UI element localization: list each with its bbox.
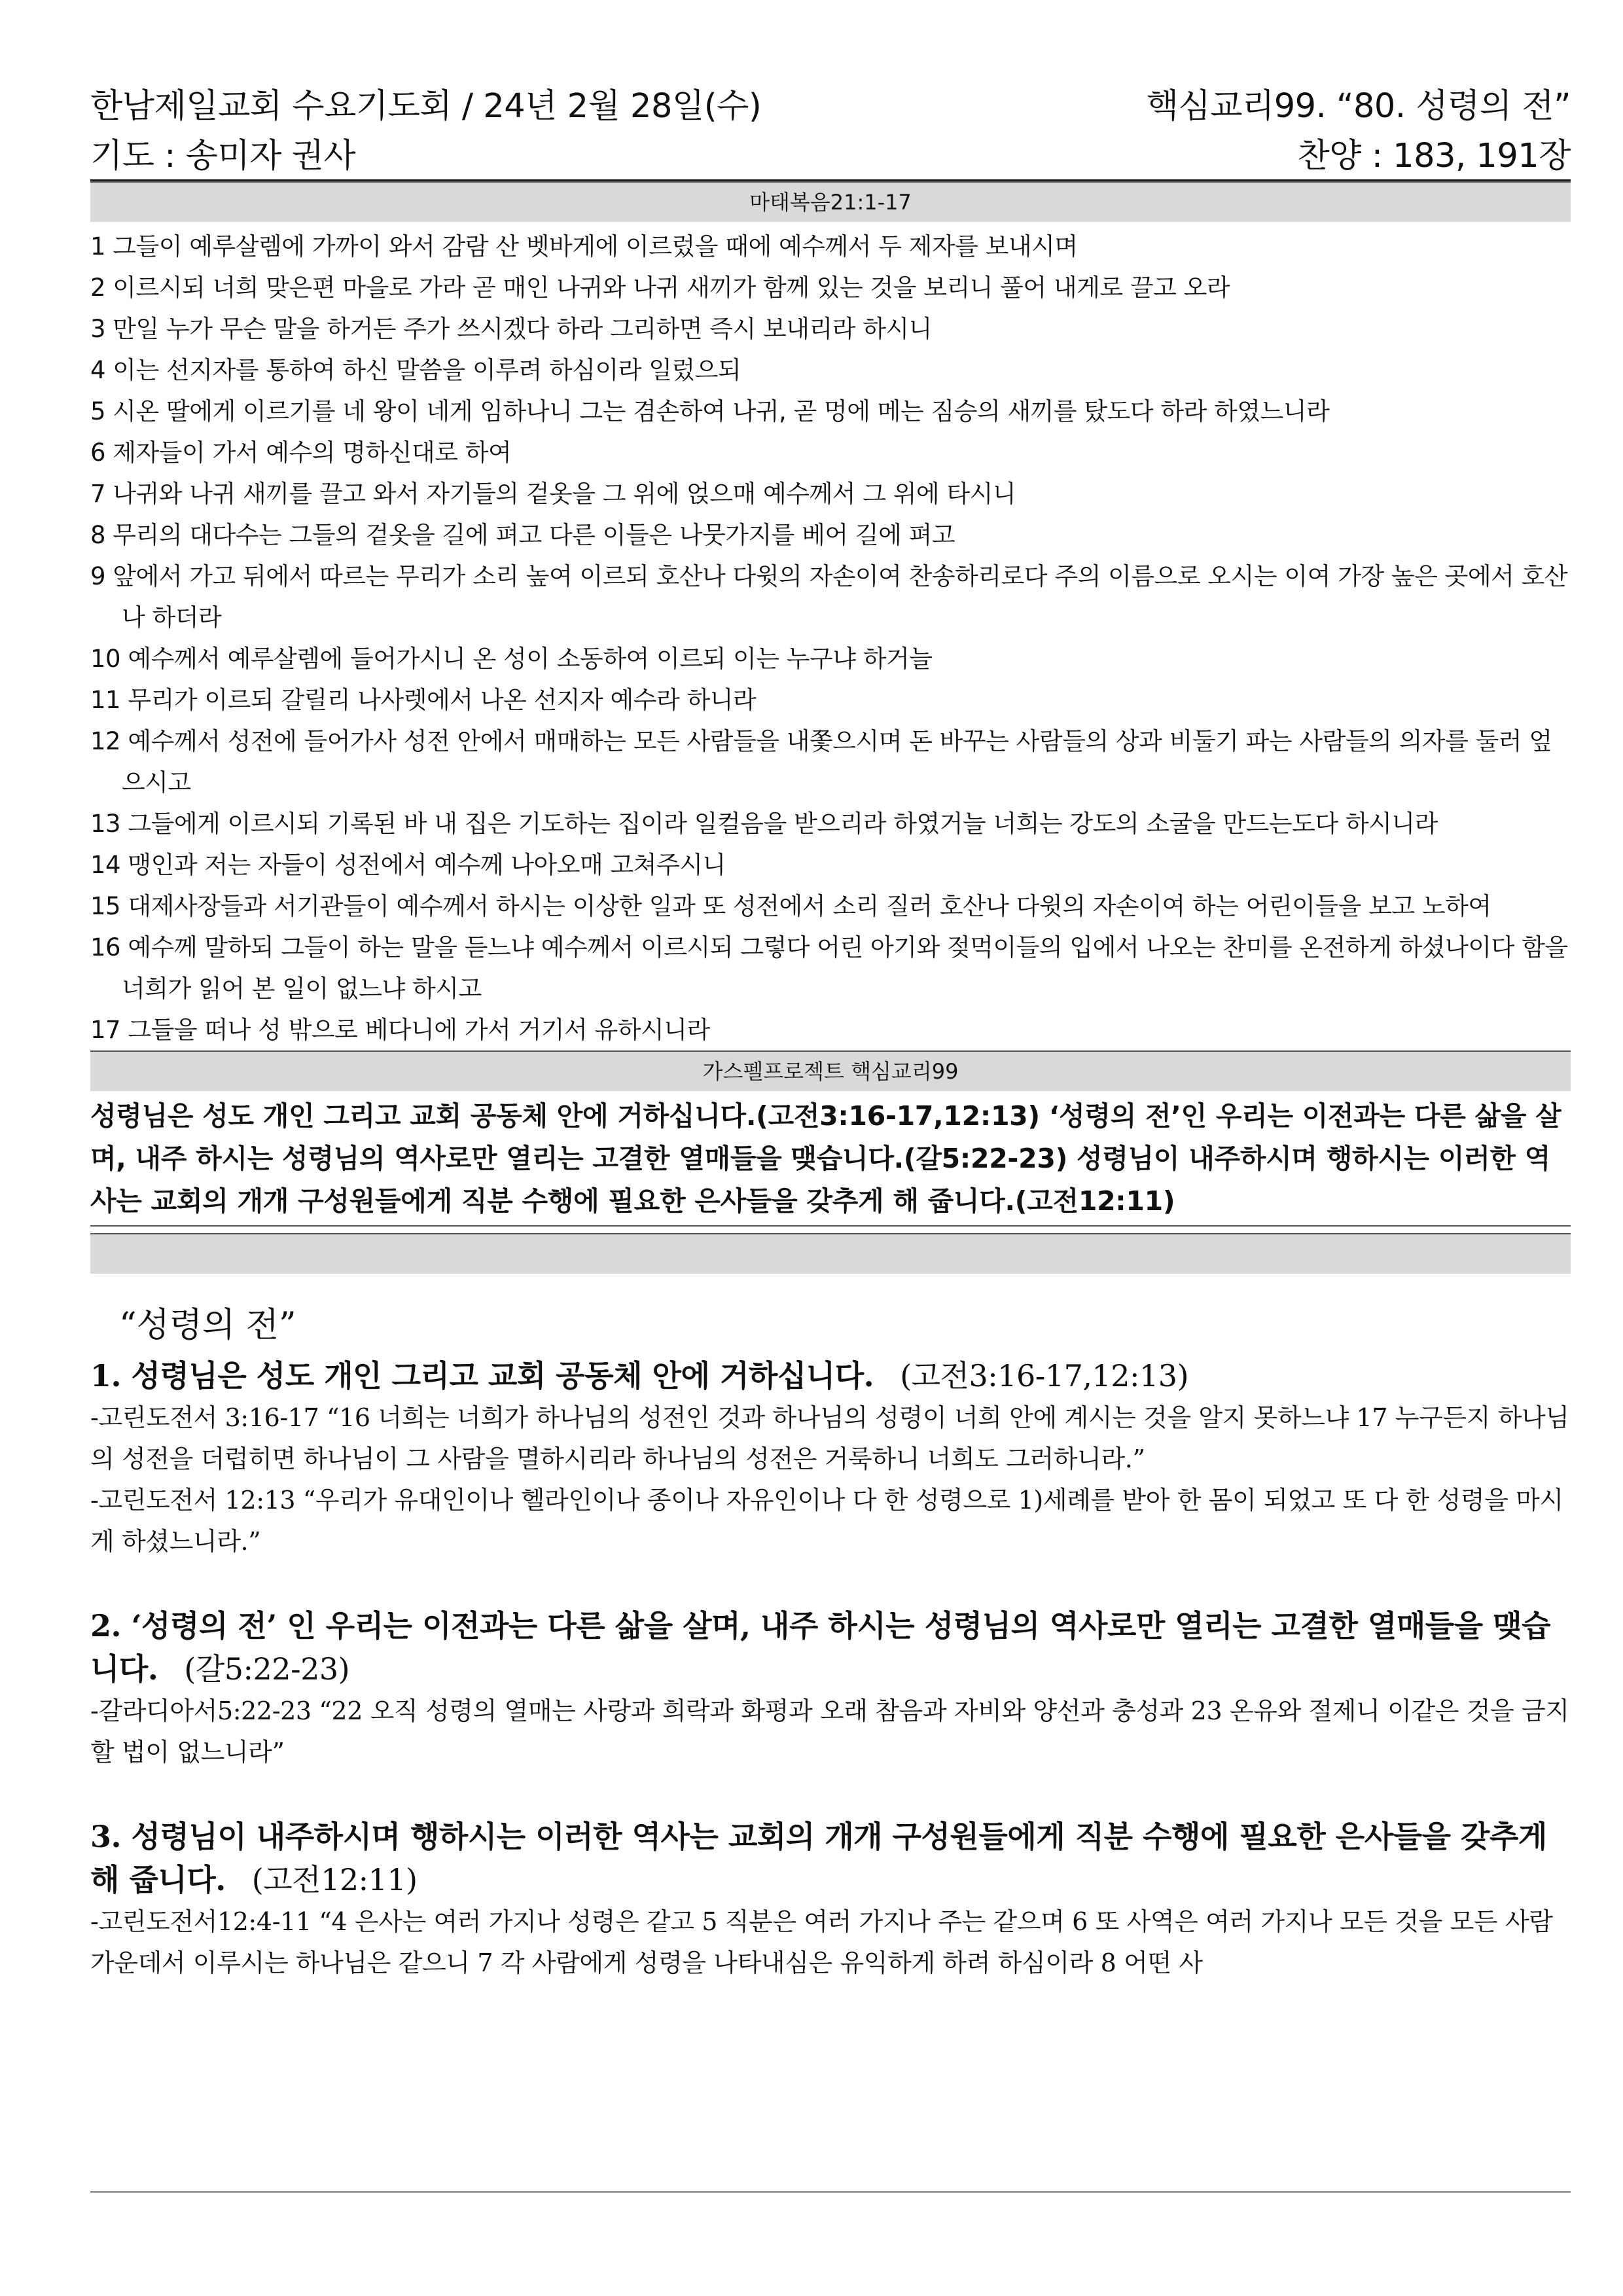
scripture-quote: -고린도전서 3:16-17 “16 너희는 너희가 하나님의 성전인 것과 하나님의 성령이 너희 안에 계시는 것을 알지 못하느냐 17 누구든지 하나님의 성전을 더럽히면 하나님이 그 사람을 멸하시리라 하나님의 성전은 거룩하니 너희도 그러하니라.” — [90, 1403, 1569, 1473]
verse: 8 무리의 대다수는 그들의 겉옷을 길에 펴고 다른 이들은 나뭇가지를 베어 길에 펴고 — [90, 521, 955, 549]
point-reference: (갈5:22-23) — [184, 1651, 350, 1687]
header-row-1 — [90, 79, 1571, 128]
verse: 12 예수께서 성전에 들어가사 성전 안에서 매매하는 모든 사람들을 내쫓으시며 돈 바꾸는 사람들의 상과 비둘기 파는 사람들의 의자를 둘러 엎으시고 — [90, 727, 1552, 797]
scripture-verses — [90, 226, 1571, 1050]
verse: 3 만일 누가 무슨 말을 하거든 주가 쓰시겠다 하라 그리하면 즉시 보내리라 하시니 — [90, 315, 932, 343]
sermon-point-3 — [90, 1815, 1571, 1984]
sermon-title: “성령의 전” — [119, 1306, 296, 1345]
doctrine-band: 가스펠프로젝트 핵심교리99 — [90, 1050, 1571, 1091]
verse: 9 앞에서 가고 뒤에서 따르는 무리가 소리 높여 이르되 호산나 다윗의 자손이여 찬송하리로다 주의 이름으로 오시는 이여 가장 높은 곳에서 호산나 하더라 — [90, 562, 1568, 632]
doctrine-summary: 성령님은 성도 개인 그리고 교회 공동체 안에 거하십니다.(고전3:16-17,12:13) ‘성령의 전’인 우리는 이전과는 다른 삶을 살며, 내주 하시는 성령님의 역사로만 열리는 고결한 열매들을 맺습니다.(갈5:22-23) 성령님이 내주하시며 행하시는 이러한 역사는 교회의 개개 구성원들에게 직분 수행에 필요한 은사들을 갖추게 해 줍니다.(고전12:11) — [90, 1091, 1571, 1227]
footer-divider — [90, 2191, 1571, 2193]
verse: 17 그들을 떠나 성 밖으로 베다니에 가서 거기서 유하시니라 — [90, 1016, 710, 1044]
hymn-numbers: 찬양 : 183, 191장 — [1297, 137, 1571, 175]
point-reference: (고전3:16-17,12:13) — [900, 1358, 1189, 1393]
verse: 14 맹인과 저는 자들이 성전에서 예수께 나아오매 고쳐주시니 — [90, 851, 726, 879]
verse: 2 이르시되 너희 맞은편 마을로 가라 곧 매인 나귀와 나귀 새끼가 함께 있는 것을 보리니 풀어 내게로 끌고 오라 — [90, 274, 1230, 302]
verse: 4 이는 선지자를 통하여 하신 말씀을 이루려 하심이라 일렀으되 — [90, 356, 741, 384]
service-title: 한남제일교회 수요기도회 / 24년 2월 28일(수) — [90, 87, 762, 126]
scripture-quote: -갈라디아서5:22-23 “22 오직 성령의 열매는 사랑과 희락과 화평과 오래 참음과 자비와 양선과 충성과 23 온유와 절제니 이같은 것을 금지할 법이 없느니라” — [90, 1696, 1569, 1767]
point-heading-text: 2. ‘성령의 전’ 인 우리는 이전과는 다른 삶을 살며, 내주 하시는 성령님의 역사로만 열리는 고결한 열매들을 맺습니다. — [90, 1608, 1551, 1687]
point-heading-text: 3. 성령님이 내주하시며 행하시는 이러한 역사는 교회의 개개 구성원들에게 직분 수행에 필요한 은사들을 갖추게 해 줍니다. — [90, 1819, 1547, 1897]
scripture-quote: -고린도전서12:4-11 “4 은사는 여러 가지나 성령은 같고 5 직분은 여러 가지나 주는 같으며 6 또 사역은 여러 가지나 모든 것을 모든 사람 가운데서 이루시는 하나님은 같으니 7 각 사람에게 성령을 나타내심은 유익하게 하려 하심이라 8 어떤 사 — [90, 1907, 1553, 1977]
point-heading-text: 1. 성령님은 성도 개인 그리고 교회 공동체 안에 거하십니다. — [90, 1358, 874, 1393]
sermon-point-1 — [90, 1354, 1571, 1562]
point-heading — [90, 1604, 1571, 1691]
doctrine-reference: 핵심교리99. “80. 성령의 전” — [1146, 87, 1571, 126]
spacer — [90, 1773, 1571, 1815]
prayer-leader: 기도 : 송미자 권사 — [90, 137, 356, 175]
point-reference: (고전12:11) — [251, 1862, 418, 1897]
empty-band — [90, 1233, 1571, 1274]
point-heading — [90, 1815, 1571, 1901]
scripture-quote: -고린도전서 12:13 “우리가 유대인이나 헬라인이나 종이나 자유인이나 다 한 성령으로 1)세례를 받아 한 몸이 되었고 또 다 한 성령을 마시게 하셨느니라.” — [90, 1486, 1563, 1556]
header-row-2 — [90, 128, 1571, 181]
verse: 5 시온 딸에게 이르기를 네 왕이 네게 임하나니 그는 겸손하여 나귀, 곧 멍에 메는 짐승의 새끼를 탔도다 하라 하였느니라 — [90, 397, 1330, 425]
verse: 7 나귀와 나귀 새끼를 끌고 와서 자기들의 겉옷을 그 위에 얹으매 예수께서 그 위에 타시니 — [90, 480, 1016, 508]
verse: 10 예수께서 예루살렘에 들어가시니 온 성이 소동하여 이르되 이는 누구냐 하거늘 — [90, 645, 933, 673]
verse: 6 제자들이 가서 예수의 명하신대로 하여 — [90, 439, 512, 467]
scripture-reference-band: 마태복음21:1-17 — [90, 181, 1571, 222]
verse: 13 그들에게 이르시되 기록된 바 내 집은 기도하는 집이라 일컬음을 받으리라 하였거늘 너희는 강도의 소굴을 만드는도다 하시니라 — [90, 810, 1438, 838]
verse: 11 무리가 이르되 갈릴리 나사렛에서 나온 선지자 예수라 하니라 — [90, 686, 757, 714]
verse: 15 대제사장들과 서기관들이 예수께서 하시는 이상한 일과 또 성전에서 소리 질러 호산나 다윗의 자손이여 하는 어린이들을 보고 노하여 — [90, 892, 1491, 920]
verse: 1 그들이 예루살렘에 가까이 와서 감람 산 벳바게에 이르렀을 때에 예수께서 두 제자를 보내시며 — [90, 232, 1078, 260]
bulletin-page — [90, 79, 1571, 1984]
verse: 16 예수께 말하되 그들이 하는 말을 듣느냐 예수께서 이르시되 그렇다 어린 아기와 젖먹이들의 입에서 나오는 찬미를 온전하게 하셨나이다 함을 너희가 읽어 본 일이 없느냐 하시고 — [90, 933, 1568, 1003]
spacer — [90, 1562, 1571, 1604]
point-heading — [90, 1354, 1571, 1397]
sermon-point-2 — [90, 1604, 1571, 1773]
